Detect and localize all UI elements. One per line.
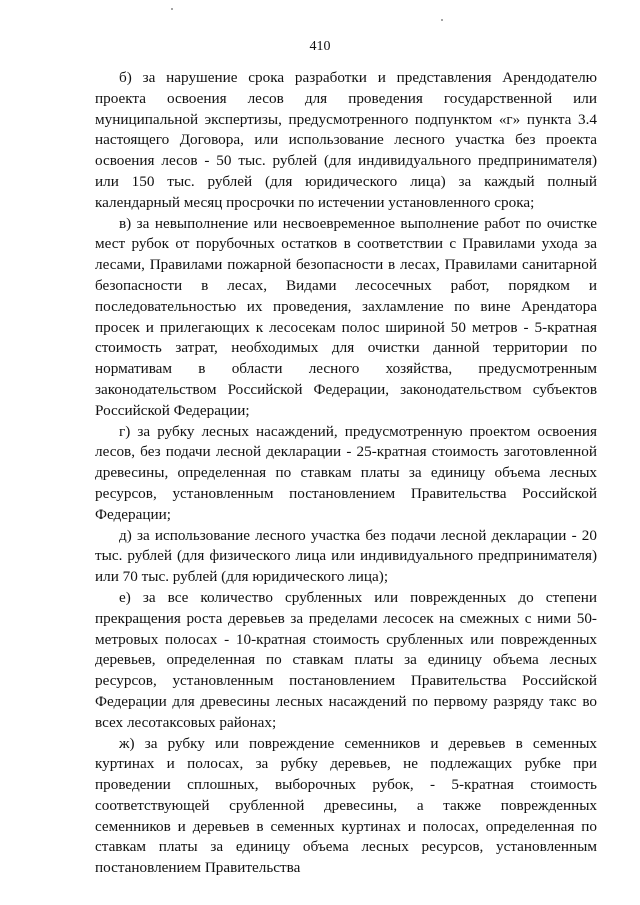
paragraph-g: г) за рубку лесных насаждений, предусмотренную проектом освоения лесов, без подачи лесной декларации - 25-кратная стоимость заготовленной древесины, определенная по ставкам платы за единицу объема лесных ресурсов, установленным постановлением Правительства Российской Федерации; [95,422,597,523]
scan-speck [171,8,173,10]
paragraph-b: б) за нарушение срока разработки и представления Арендодателю проекта освоения лесов для проведения государственной или муниципальной экспертизы, предусмотренного подпунктом «г» пункта 3.4 настоящего Договора, или использование лесного участка без проекта освоения лесов - 50 тыс. рублей (для индивидуального предпринимателя) или 150 тыс. рублей (для юридического лица) за каждый полный календарный месяц просрочки по истечении установленного срока; [95,69,597,211]
scan-speck [441,19,443,21]
paragraph-d: д) за использование лесного участка без подачи лесной декларации - 20 тыс. рублей (для физического лица или индивидуального предпринимателя) или 70 тыс. рублей (для юридического лица); [95,526,597,586]
page-number: 410 [309,39,331,54]
paragraph-e: е) за все количество срубленных или поврежденных до степени прекращения роста деревьев за пределами лесосек на смежных с ними 50-метровых полосах - 10-кратная стоимость срубленных или поврежденных деревьев, определенная по ставкам платы за единицу объема лесных ресурсов, установленным постановлением Правительства Российской Федерации для древесины лесных насаждений по первому разряду такс во всех лесотаксовых районах; [95,588,597,731]
paragraph-v: в) за невыполнение или несвоевременное выполнение работ по очистке мест рубок от порубочных остатков в соответствии с Правилами ухода за лесами, Правилами пожарной безопасности в лесах, Правилами санитарной безопасности в лесах, Видами лесосечных работ, порядком и последовательностью их проведения, захламление по вине Арендатора просек и прилегающих к лесосекам полос шириной 50 метров - 5-кратная стоимость затрат, необходимых для очистки данной территории по нормативам в области лесного хозяйства, предусмотренным законодательством Российской Федерации, законодательством субъектов Российской Федерации; [95,214,597,419]
document-body [95,68,597,879]
paragraph-zh: ж) за рубку или повреждение семенников и деревьев в семенных куртинах и полосах, за рубку деревьев, не подлежащих рубке при проведении сплошных, выборочных рубок, - 5-кратная стоимость соответствующей срубленной древесины, а также поврежденных семенников и деревьев в семенных куртинах и полосах, определенная по ставкам платы за единицу объема лесных ресурсов, установленным постановлением Правительства [95,734,597,877]
